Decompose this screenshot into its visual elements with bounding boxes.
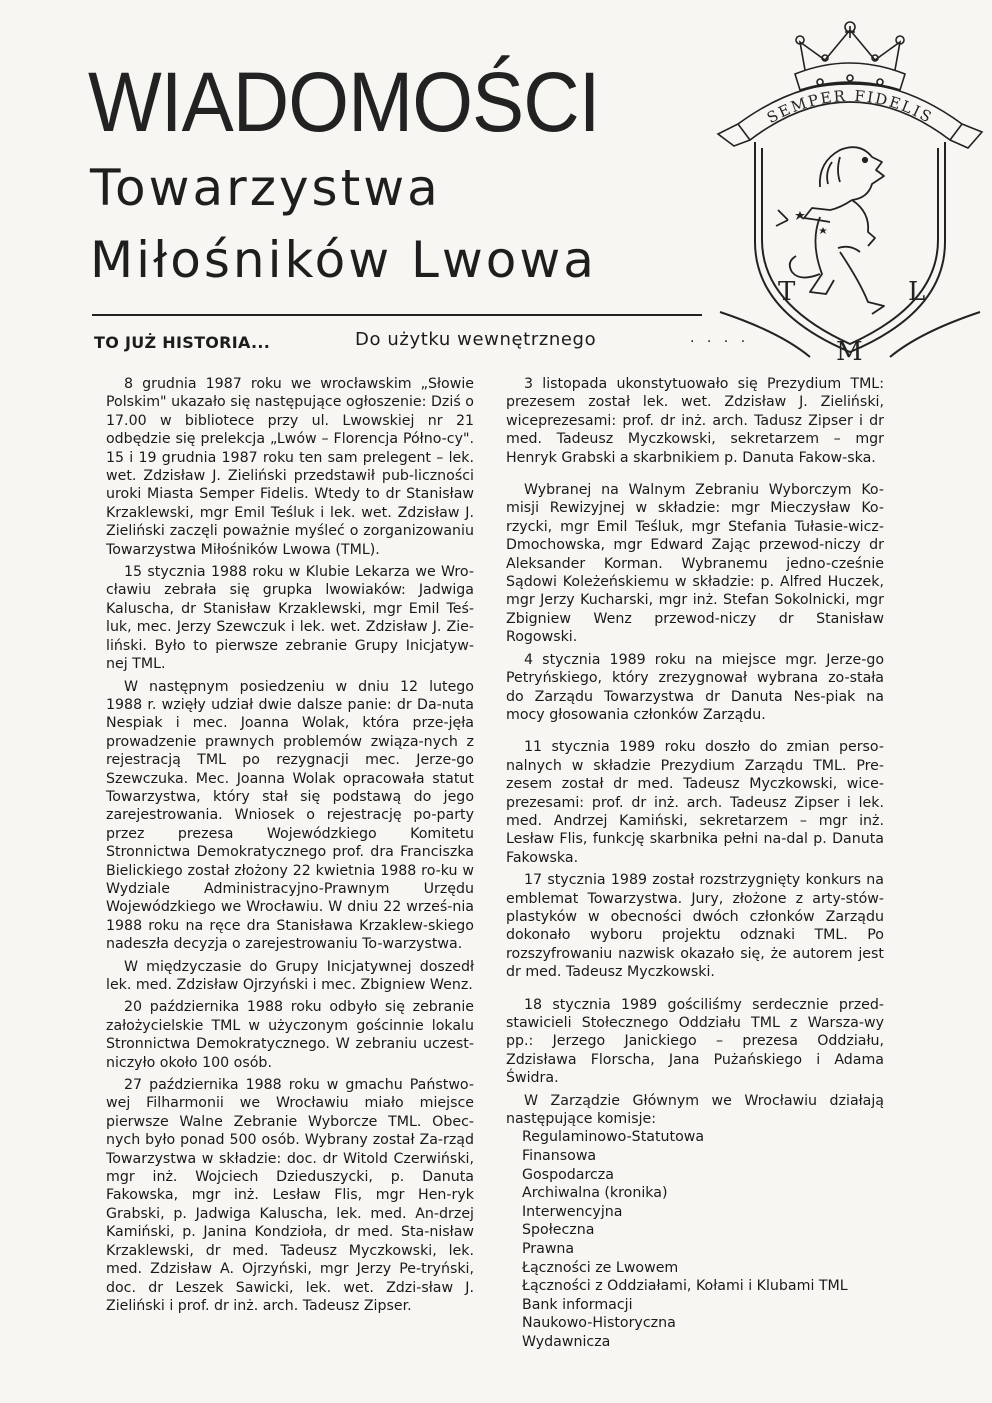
paragraph: 18 stycznia 1989 gościliśmy serdecznie przed-stawicieli Stołecznego Oddziału TML z Warsza-wy pp.: Jerzego Janickiego – prezesa Oddziału, Zdzisława Florscha, Jana Pużańskiego i Adama Świdra. bbox=[506, 996, 884, 1087]
header-rule bbox=[92, 314, 702, 316]
list-item: Naukowo-Historyczna bbox=[522, 1315, 676, 1332]
emblem-letter-m: M bbox=[836, 337, 863, 367]
committees-intro: W Zarządzie Głównym we Wrocławiu działają następujące komisje: bbox=[506, 1092, 884, 1128]
masthead-subtitle-line1: Towarzystwa bbox=[90, 159, 441, 217]
list-item: Prawna bbox=[522, 1241, 575, 1257]
emblem-letter-l: L bbox=[908, 277, 926, 307]
list-item: Interwencyjna bbox=[522, 1203, 623, 1220]
paragraph: 8 grudnia 1987 roku we wrocławskim „Słowie Polskim" ukazało się następujące ogłoszenie: Dziś o 17.00 w bibliotece przy ul. Lwowskiej nr 21 odbędzie się prelekcja „Lwów – Florencja Półno-cy". 15 i 19 grudnia 1987 roku ten sam prelegent – lek. wet. Zdzisław J. Zieliński przedstawił pub-liczności uroki Miasta Semper Fidelis. Wtedy to dr Stanisław Krzaklewski, mgr Emil Teśluk i lek. wet. Zdzisław J. Zieliński zaczęli poważnie myśleć o zorganizowaniu Towarzystwa Miłośników Lwowa (TML). bbox=[106, 376, 474, 558]
paragraph: 3 listopada ukonstytuowało się Prezydium TML: prezesem został lek. wet. Zdzisław J. Zieliński, wiceprezesami: prof. dr inż. arch. Tadusz Zipser i dr med. Tadeusz Myczkowski, sekretarzem – mgr Henryk Grabski a skarbnikiem p. Danuta Fakow-ska. bbox=[506, 376, 884, 466]
committees-list bbox=[506, 1128, 884, 1351]
list-item: Społeczna bbox=[522, 1222, 595, 1239]
right-column bbox=[506, 375, 884, 1352]
list-item: Wydawnicza bbox=[522, 1333, 611, 1350]
emblem-motto: SEMPER FIDELIS bbox=[763, 86, 937, 128]
paragraph: 27 października 1988 roku w gmachu Państwo-wej Filharmonii we Wrocławiu miało miejsce pierwsze Walne Zebranie Wyborcze TML. Obec-nych było ponad 500 osób. Wybrany został Za-rząd Towarzystwa w składzie: doc. dr Witold Czerwiński, mgr inż. Wojciech Dzieduszycki, p. Danuta Fakowska, mgr inż. Lesław Flis, mgr Hen-ryk Grabski, p. Jadwiga Kaluscha, lek. med. An-drzej Kamiński, p. Janina Kondzioła, dr med. Sta-nisław Krzaklewski, dr med. Tadeusz Myczkowski, lek. med. Zdzisław A. Ojrzyński, mgr Jerzy Pe-tryński, doc. dr Leszek Sawicki, lek. wet. Zdzi-sław J. Zieliński i prof. dr inż. arch. Tadeusz Zipser. bbox=[106, 1077, 474, 1314]
svg-text:SEMPER FIDELIS bbox=[764, 87, 936, 127]
paragraph: 4 stycznia 1989 roku na miejsce mgr. Jerze-go Petryńskiego, który zrezygnował wybrana zo-stała do Zarządu Towarzystwa dr Danuta Nes-piak na mocy głosowania członków Zarządu. bbox=[506, 651, 884, 723]
paragraph: 20 października 1988 roku odbyło się zebranie założycielskie TML w użyczonym gościnnie lokalu Stronnictwa Demokratycznego. W zebraniu uczest-niczyło około 100 osób. bbox=[106, 999, 474, 1071]
list-item: Bank informacji bbox=[522, 1296, 633, 1313]
lion-coat-of-arms-icon bbox=[700, 12, 990, 372]
paragraph: Wybranej na Walnym Zebraniu Wyborczym Ko-misji Rewizyjnej w składzie: mgr Mieczysław Ko-rzycki, mgr Emil Teśluk, mgr Stefania Tułasie-wicz-Dmochowska, mgr Edward Zając przewod-niczy dr Aleksander Korman. Wybranemu jedno-cześnie Sądowi Koleżeńskiemu w składzie: p. Alfred Huczek, mgr Jerzy Kucharski, mgr inż. Stefan Sokolnicki, mgr Zbigniew Wenz przewod-niczy dr Stanisław Rogowski. bbox=[506, 482, 884, 646]
masthead-subtitle-line2: Miłośników Lwowa bbox=[90, 231, 597, 289]
left-column bbox=[106, 375, 474, 1315]
list-item: Archiwalna (kronika) bbox=[522, 1185, 668, 1202]
paragraph: W następnym posiedzeniu w dniu 12 lutego 1988 r. wzięły udział dwie dalsze panie: dr Da-nuta Nespiak i mec. Joanna Wolak, która prze-jęła prowadzenie prawnych problemów związa-nych z rejestracją TML po rezygnacji mec. Jerze-go Szewczuka. Mec. Joanna Wolak opracowała statut Towarzystwa, który stał się podstawą do jego zarejestrowania. Wniosek o rejestrację po-party przez prezesa Wojewódzkiego Komitetu Stronnictwa Demokratycznego prof. dra Franciszka Bielickiego został złożony 22 kwietnia 1988 ro-ku w Wydziale Administracyjno-Prawnym Urzędu Wojewódzkiego we Wrocławiu. W dniu 22 wrześ-nia 1988 roku na ręce dra Stanisława Krzaklew-skiego nadeszła decyzja o zarejestrowaniu To-warzystwa. bbox=[106, 678, 474, 953]
list-item: Łączności ze Lwowem bbox=[522, 1259, 679, 1276]
list-item: Finansowa bbox=[522, 1148, 597, 1165]
list-item: Regulaminowo-Statutowa bbox=[522, 1129, 705, 1146]
paragraph: W międzyczasie do Grupy Inicjatywnej doszedł lek. med. Zdzisław Ojrzyński i mec. Zbigniew Wenz. bbox=[106, 958, 474, 993]
header-dots: · · · · bbox=[690, 334, 750, 350]
masthead-title: WIADOMOŚCI bbox=[88, 55, 600, 149]
section-heading: TO JUŻ HISTORIA... bbox=[94, 333, 271, 352]
internal-use-note: Do użytku wewnętrznego bbox=[355, 329, 597, 350]
list-item: Łączności z Oddziałami, Kołami i Klubami TML bbox=[522, 1278, 848, 1295]
paragraph: 17 stycznia 1989 został rozstrzygnięty konkurs na emblemat Towarzystwa. Jury, złożone z arty-stów-plastyków w obecności dwóch członków Zarządu dokonało wyboru projektu odznaki TML. Po rozszyfrowaniu nazwisk okazało się, że autorem jest dr med. Tadeusz Myczkowski. bbox=[506, 872, 884, 981]
paragraph: 15 stycznia 1988 roku w Klubie Lekarza we Wro-cławiu zebrała się grupka lwowiaków: Jadwiga Kaluscha, dr Stanisław Krzaklewski, mgr Emil Teś-luk, mec. Jerzy Szewczuk i lek. wet. Zdzisław J. Zie-liński. Było to pierwsze zebranie Grupy Inicjatyw-nej TML. bbox=[106, 564, 474, 673]
list-item: Gospodarcza bbox=[522, 1166, 614, 1183]
paragraph: 11 stycznia 1989 roku doszło do zmian perso-nalnych w składzie Prezydium Zarządu TML. Pre-zesem został dr med. Tadeusz Myczkowski, wice-prezesami: prof. dr inż. arch. Tadeusz Zipser i lek. med. Andrzej Kamiński, sekretarzem – mgr inż. Lesław Flis, funkcję skarbnika pełni na-dal p. Danuta Fakowska. bbox=[506, 739, 884, 866]
emblem-letter-t: T bbox=[778, 277, 796, 307]
